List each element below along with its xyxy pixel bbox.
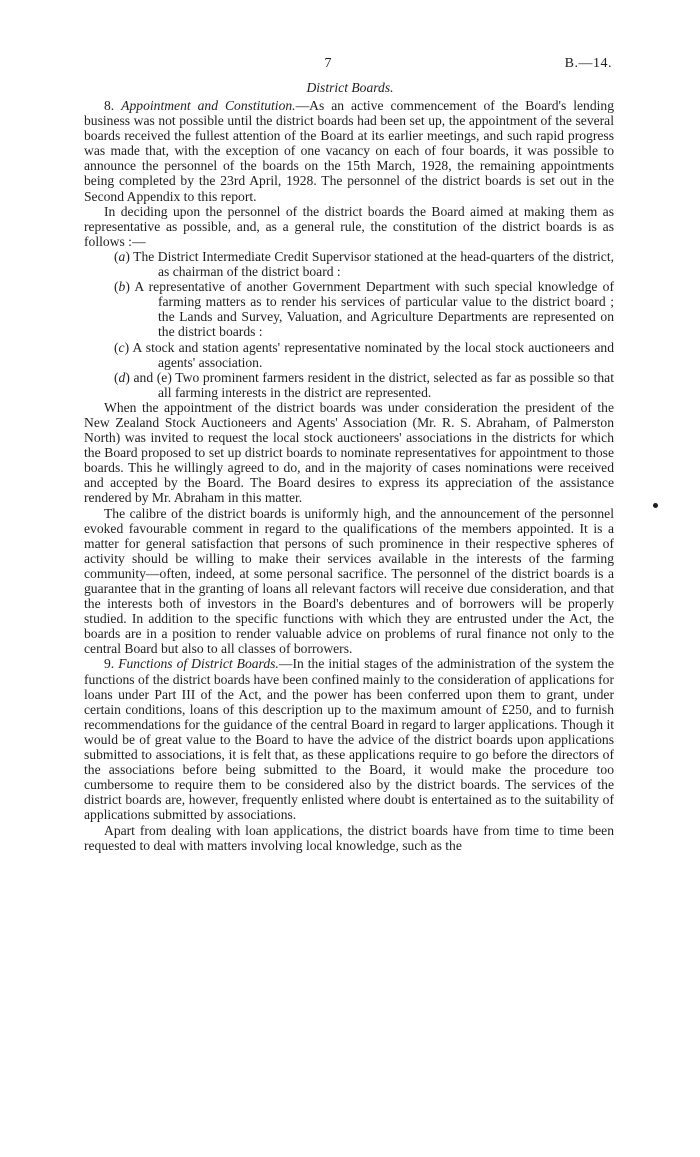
- paragraph-deciding: In deciding upon the personnel of the district boards the Board aimed at making them as representative as possible, and, as a general rule, the constitution of the district boards is as follows :—: [84, 203, 614, 249]
- item-text: The District Intermediate Credit Supervisor stationed at the head-quarters of the district, as chairman of the district board :: [129, 248, 614, 280]
- page-number: 7: [324, 56, 332, 71]
- paragraph-when: When the appointment of the district boards was under consideration the president of the New Zealand Stock Auctioneers and Agents' Association (Mr. R. S. Abraham, of Palmerston North) was invited to request the local stock auctioneers' associations in the districts for which the Board proposed to set up district boards to nominate representatives for appointment to those boards. This he willingly agreed to do, and in the majority of cases nominations were received and accepted by the Board. The Board desires to express its appreciation of the assistance rendered by Mr. Abraham in this matter.: [84, 399, 614, 506]
- item-text: A representative of another Government Department with such special knowledge of farming matters as to render his services of particular value to the district board ; the Lands and Survey, Valuation, and Agriculture Departments are represented on the district boards :: [129, 279, 614, 340]
- item-label: b: [118, 279, 126, 295]
- document-body: [84, 98, 614, 853]
- paragraph-functions: [84, 656, 614, 822]
- section-title: District Boards.: [306, 80, 394, 95]
- paragraph-heading: Appointment and Constitution.: [121, 98, 296, 113]
- paragraph-heading: Functions of District Boards.: [118, 656, 279, 672]
- paragraph-appointment: [84, 98, 614, 204]
- item-label: c: [118, 339, 125, 355]
- report-code: B.—14.: [564, 56, 612, 71]
- page-header: [0, 56, 700, 74]
- paragraph-apart: Apart from dealing with loan applications, the district boards have from time to time been requested to deal with matters involving local knowledge, such as the: [84, 822, 614, 853]
- margin-dot: [653, 503, 658, 508]
- paragraph-text: —In the initial stages of the administration of the system the functions of the district boards have been confined mainly to the consideration of applications for loans under Part III of the Act, and the power has been conferred upon them to grant, under certain conditions, loans of this description up to the maximum amount of £250, and to furnish recommendations for the guidance of the central Board in regard to larger applications. Though it would be of great value to the Board to have the advice of the district boards upon applications submitted to associations, it is felt that, as these applications require to go before the directors of the associations before being submitted to the Board, it would make the procedure too cumbersome to require them to be considered also by the district boards. The services of the district boards are, however, frequently enlisted where doubt is entertained as to the suitability of applications submitted by associations.: [84, 656, 615, 823]
- paragraph-calibre: The calibre of the district boards is uniformly high, and the announcement of the personnel evoked favourable comment in regard to the qualifications of the members appointed. It is a matter for general satisfaction that persons of such prominence in their respective spheres of activity should be willing to make their services available in the interests of the farming community—often, indeed, at some personal sacrifice. The personnel of the district boards is a guarantee that in the granting of loans all relevant factors will receive due consideration, and that the interests both of investors in the Board's debentures and of borrowers will be properly studied. In addition to the specific functions with which they are entrusted under the Act, the boards are in a position to render valuable advice on problems of rural finance not only to the central Board but also to all classes of borrowers.: [84, 505, 614, 657]
- item-label: d: [118, 369, 126, 385]
- list-item: (a) The District Intermediate Credit Supervisor stationed at the head-quarters of the district, as chairman of the district board :: [114, 248, 614, 280]
- item-text: A stock and station agents' representative nominated by the local stock auctioneers and agents' association.: [129, 339, 614, 370]
- list-item: (d) and (e) Two prominent farmers resident in the district, selected as far as possible so that all farming interests in the district are represented.: [114, 369, 614, 400]
- paragraph-text: —As an active commencement of the Board's lending business was not possible until the district boards had been set up, the appointment of the several boards received the fullest attention of the Board at its earlier meetings, and such rapid progress was made that, with the exception of one vacancy on each of four boards, it was possible to announce the personnel of the boards on the 15th March, 1928, the remaining appointments being completed by the 23rd April, 1928. The personnel of the district boards is set out in the Second Appendix to this report.: [84, 98, 614, 204]
- list-item: (c) A stock and station agents' representative nominated by the local stock auctioneers and agents' association.: [114, 339, 614, 370]
- constitution-list: [84, 249, 614, 400]
- item-label: a: [118, 248, 126, 264]
- paragraph-number: 8.: [104, 98, 115, 113]
- item-text: Two prominent farmers resident in the district, selected as far as possible so that all farming interests in the district are represented.: [158, 369, 614, 400]
- paragraph-number: 9.: [104, 656, 115, 672]
- list-item: (b) A representative of another Government Department with such special knowledge of farming matters as to render his services of particular value to the district board ; the Lands and Survey, Valuation, and Agriculture Departments are represented on the district boards :: [114, 279, 614, 340]
